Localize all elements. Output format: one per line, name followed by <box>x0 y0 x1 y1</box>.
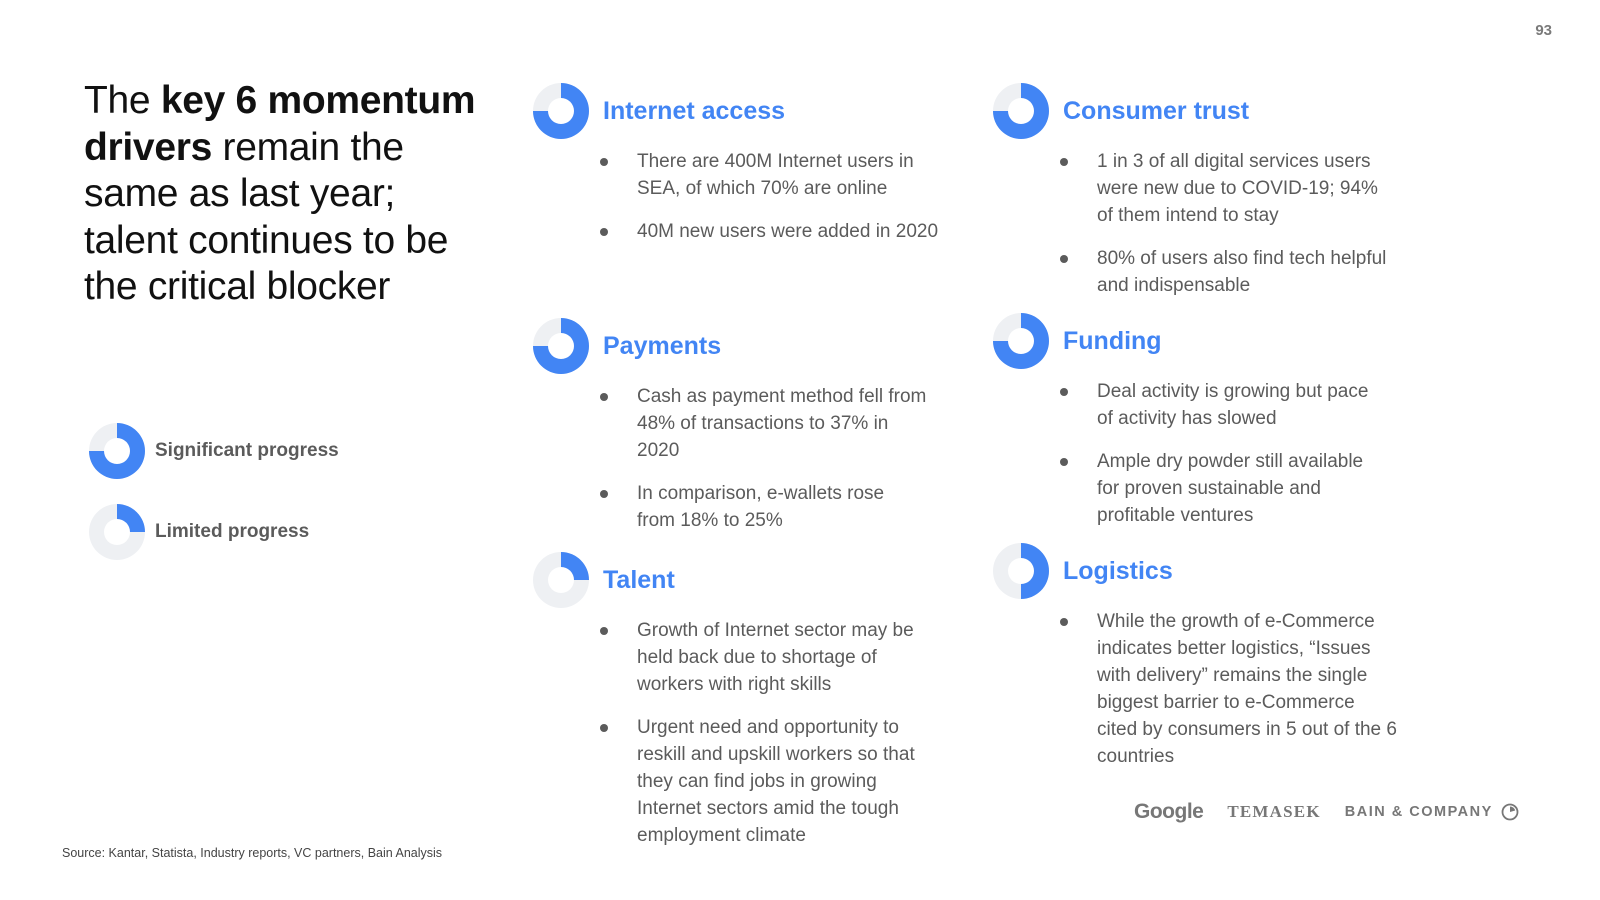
donut-hole <box>1008 98 1034 124</box>
bullet-item: Deal activity is growing but pace of activity has slowed <box>1056 378 1387 432</box>
driver-talent <box>532 551 972 865</box>
internet-access-progress-icon <box>532 82 590 140</box>
donut-hole <box>548 567 574 593</box>
bullet-item: 40M new users were added in 2020 <box>596 218 957 245</box>
bullet-item: Ample dry powder still available for proven sustainable and profitable ventures <box>1056 448 1387 529</box>
driver-consumer-trust <box>992 82 1412 315</box>
bullet-item: While the growth of e-Commerce indicates better logistics, “Issues with delivery” remains the single biggest barrier to e-Commerce cited by consumers in 5 out of the 6 countries <box>1056 608 1397 770</box>
bullet-item: Growth of Internet sector may be held back due to shortage of workers with right skills <box>596 617 937 698</box>
headline-part2: remain the same as last year; talent continues to be the critical blocker <box>84 125 449 308</box>
driver-bullets <box>992 148 1412 299</box>
bullet-item: Urgent need and opportunity to reskill and upskill workers so that they can find jobs in growing Internet sectors amid the tough employment climate <box>596 714 937 849</box>
driver-funding <box>992 312 1412 545</box>
funding-progress-icon <box>992 312 1050 370</box>
bullet-item: There are 400M Internet users in SEA, of which 70% are online <box>596 148 927 202</box>
driver-title: Logistics <box>1063 556 1173 585</box>
talent-progress-icon <box>532 551 590 609</box>
legend-limited <box>88 503 309 561</box>
google-logo: Google <box>1134 800 1204 823</box>
headline-bold: key 6 momentum drivers <box>84 79 476 169</box>
bullet-item: Cash as payment method fell from 48% of transactions to 37% in 2020 <box>596 383 927 464</box>
partner-logos <box>1134 800 1519 824</box>
driver-title: Talent <box>603 565 675 594</box>
page-number: 93 <box>1535 22 1552 39</box>
driver-bullets <box>532 383 972 534</box>
driver-title: Payments <box>603 331 722 360</box>
temasek-logo: TEMASEK <box>1227 802 1321 821</box>
page-title <box>84 78 484 311</box>
driver-bullets <box>992 378 1412 529</box>
donut-hole <box>1008 558 1034 584</box>
headline-part1: The <box>84 79 161 122</box>
driver-bullets <box>992 608 1412 770</box>
donut-hole <box>548 98 574 124</box>
bain-logo <box>1345 803 1519 821</box>
driver-title: Consumer trust <box>1063 96 1250 125</box>
bain-emblem-icon <box>1501 803 1519 821</box>
bullet-item: 1 in 3 of all digital services users were new due to COVID-19; 94% of them intend to stay <box>1056 148 1387 229</box>
driver-title: Internet access <box>603 96 786 125</box>
bain-logo-text: BAIN & COMPANY <box>1344 804 1493 820</box>
limited-progress-donut-icon <box>88 503 146 561</box>
driver-internet-access <box>532 82 972 261</box>
driver-logistics <box>992 542 1412 786</box>
donut-hole <box>104 438 130 464</box>
driver-payments <box>532 317 972 550</box>
significant-progress-donut-icon <box>88 422 146 480</box>
bullet-item: In comparison, e-wallets rose from 18% to 25% <box>596 480 927 534</box>
legend-limited-label: Limited progress <box>155 521 310 542</box>
driver-bullets <box>532 617 972 849</box>
source-note: Source: Kantar, Statista, Industry reports, VC partners, Bain Analysis <box>62 846 443 860</box>
logistics-progress-icon <box>992 542 1050 600</box>
donut-hole <box>104 519 130 545</box>
legend-significant <box>88 422 339 480</box>
driver-bullets <box>532 148 972 245</box>
bullet-item: 80% of users also find tech helpful and indispensable <box>1056 245 1387 299</box>
payments-progress-icon <box>532 317 590 375</box>
consumer-trust-progress-icon <box>992 82 1050 140</box>
driver-title: Funding <box>1063 326 1162 355</box>
donut-hole <box>1008 328 1034 354</box>
donut-hole <box>548 333 574 359</box>
legend-significant-label: Significant progress <box>155 440 339 461</box>
